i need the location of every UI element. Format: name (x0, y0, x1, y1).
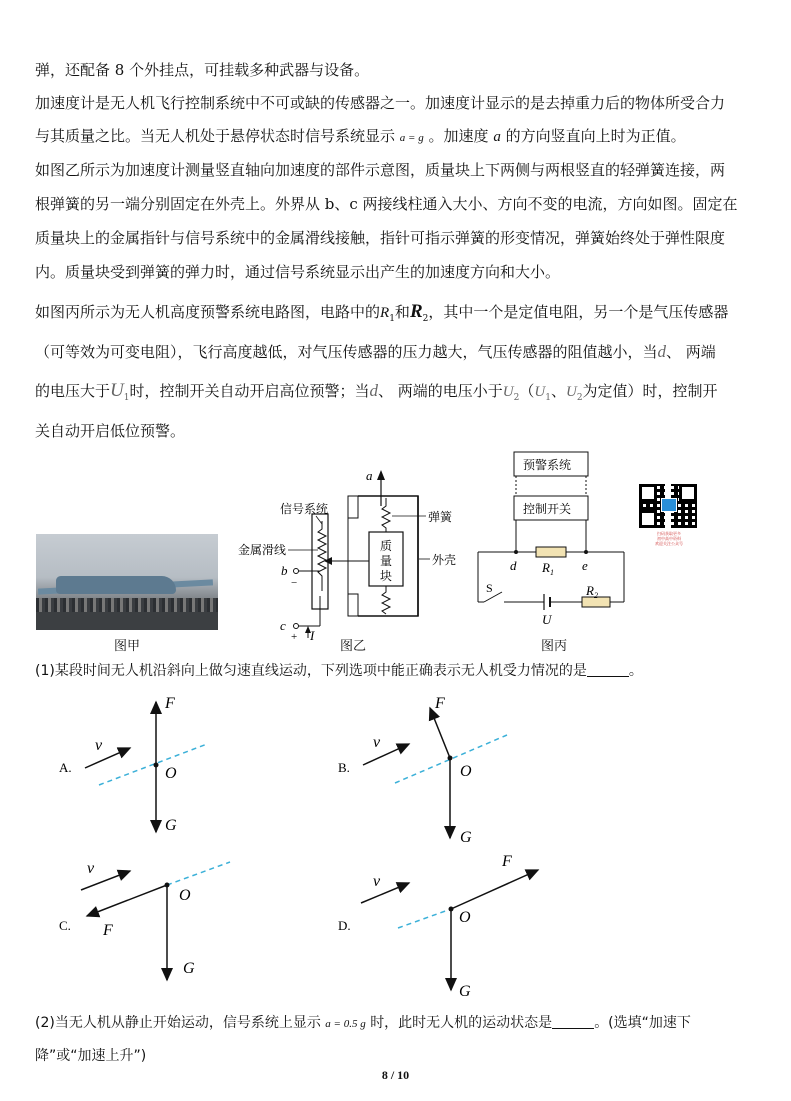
option-a-F: F (165, 695, 175, 712)
paragraph-fig-yi-4: 内。质量块受到弹簧的弹力时，通过信号系统显示出产生的加速度方向和大小。 (35, 263, 561, 281)
symbol-r2: R (409, 301, 423, 322)
qr-code[interactable] (636, 481, 702, 553)
option-d-F: F (502, 853, 512, 870)
option-a-G: G (165, 817, 177, 834)
qr-logo (661, 498, 677, 512)
option-b-O: O (460, 763, 472, 780)
label-c: c (280, 618, 286, 633)
label-b-minus: − (291, 577, 298, 589)
caption-bing: 图丙 (541, 639, 568, 654)
label-current-I: I (310, 628, 315, 643)
option-c-F: F (103, 922, 113, 939)
qr-caption-line: 欢迎关注公众号 (655, 541, 683, 546)
option-d-label: D. (338, 918, 351, 933)
option-d[interactable] (338, 853, 538, 1000)
circuit-diagram (470, 446, 640, 636)
subscript: 1 (123, 393, 130, 403)
label-a: a (366, 468, 373, 483)
label-b: b (281, 563, 288, 578)
paragraph-fig-bing-4: 关自动开启低位预警。 (35, 422, 186, 440)
control-switch-label: 控制开关 (523, 502, 572, 516)
caption-jia: 图甲 (114, 639, 141, 654)
option-a-O: O (165, 765, 177, 782)
text-segment: 。加速度 (428, 127, 489, 145)
symbol-u2: U (502, 384, 514, 400)
label-R2-letter: R (586, 583, 594, 598)
option-a[interactable] (59, 695, 207, 834)
option-c[interactable] (59, 860, 230, 980)
paragraph-accelerometer-2 (35, 126, 760, 148)
question-1-text: (1)某段时间无人机沿斜向上做匀速直线运动，下列选项中能正确表示无人机受力情况的是 (35, 663, 587, 679)
text-segment: 如图丙所示为无人机高度预警系统电路图，电路中的 (35, 303, 381, 321)
label-U: U (542, 612, 552, 627)
subscript: 2 (576, 393, 583, 403)
qr-finder (639, 510, 657, 528)
question-2-line2: 降”或“加速上升”) (35, 1048, 147, 1064)
text-segment: 、 两端 (666, 343, 716, 361)
question-2-text: 。(选填“加速下 (594, 1015, 691, 1031)
option-c-O: O (179, 887, 191, 904)
symbol-d: d (369, 381, 378, 400)
paragraph-continuation: 弹，还配备 8 个外挂点，可挂载多种武器与设备。 (35, 61, 370, 79)
symbol-u1: U (110, 380, 124, 401)
formula-a-eq-g: a = g (399, 132, 424, 144)
label-spring: 弹簧 (428, 510, 453, 524)
warning-system-label: 预警系统 (523, 458, 572, 472)
paragraph-fig-yi-1: 如图乙所示为加速度计测量竖直轴向加速度的部件示意图，质量块上下两侧与两根竖直的轻弹簧连接，两 (35, 161, 726, 179)
question-2-text: (2)当无人机从静止开始运动，信号系统上显示 (35, 1015, 321, 1031)
option-b-v: v (373, 734, 381, 751)
option-b-F: F (435, 695, 445, 712)
text-segment: 、 (550, 382, 566, 400)
option-c-v: v (87, 860, 95, 877)
paragraph-fig-bing-3 (35, 381, 760, 408)
formula-a-eq-0-5g: a = 0.5 g (325, 1018, 366, 1030)
option-a-v: v (95, 737, 103, 754)
symbol-r1: R (380, 305, 390, 321)
caption-yi: 图乙 (340, 639, 367, 654)
drone-photo (36, 534, 218, 630)
symbol-u1: U (534, 384, 546, 400)
option-b-G: G (460, 829, 472, 846)
qr-caption-line: 扫码获取更多 (657, 531, 681, 536)
option-c-label: C. (59, 918, 71, 933)
qr-caption (636, 531, 702, 546)
label-d: d (510, 558, 517, 573)
option-d-v: v (373, 873, 381, 890)
label-R1-sub: 1 (549, 568, 554, 577)
text-segment: 和 (394, 303, 410, 321)
text-segment: （ (519, 382, 535, 400)
label-R2-sub: 2 (593, 591, 598, 600)
text-segment: 时，控制开关自动开启高位预警；当 (129, 382, 370, 400)
option-d-G: G (459, 983, 471, 1000)
photo-crowd (36, 598, 218, 612)
mass-char: 质 (380, 539, 393, 553)
question-1 (35, 661, 760, 681)
label-R1-letter: R (542, 560, 550, 575)
page-number: 8 / 10 (381, 1068, 410, 1082)
option-d-O: O (459, 909, 471, 926)
option-a-label: A. (59, 760, 72, 775)
qr-finder (639, 484, 657, 502)
label-shell: 外壳 (432, 553, 457, 567)
label-c-plus: + (291, 631, 298, 643)
mass-char: 块 (380, 569, 393, 583)
option-b-label: B. (338, 760, 350, 775)
paragraph-fig-bing-1 (35, 302, 760, 329)
paragraph-fig-bing-2 (35, 342, 760, 362)
text-segment: ，其中一个是定值电阻，另一个是气压传感器 (428, 303, 729, 321)
subscript: 2 (422, 314, 429, 324)
label-S: S (486, 581, 493, 595)
label-signal-system: 信号系统 (280, 502, 329, 516)
text-segment: （可等效为可变电阻），飞行高度越低，对气压传感器的压力越大，气压传感器的阻值越小，当 (35, 343, 658, 361)
qr-caption-line: 初中高中资料 (657, 536, 681, 541)
text-segment: 。 (628, 663, 643, 679)
option-c-G: G (183, 960, 195, 977)
photo-drone-body (56, 576, 176, 594)
subscript: 1 (545, 393, 551, 403)
option-b[interactable] (338, 695, 507, 846)
label-R2 (585, 583, 598, 600)
text-segment: 、 两端的电压小于 (378, 382, 503, 400)
text-segment: 与其质量之比。当无人机处于悬停状态时信号系统显示 (35, 127, 396, 145)
symbol-u2: U (565, 384, 577, 400)
accelerometer-diagram (236, 466, 466, 646)
text-segment: 为定值）时，控制开 (582, 382, 718, 400)
symbol-d: d (657, 342, 667, 361)
label-R1 (541, 560, 554, 577)
label-e: e (582, 558, 588, 573)
text-segment: 的电压大于 (35, 382, 111, 400)
question-2 (35, 1013, 760, 1034)
symbol-a: a (493, 129, 501, 145)
text-segment: 的方向竖直向上时为正值。 (505, 127, 686, 145)
paragraph-fig-yi-3: 质量块上的金属指针与信号系统中的金属滑线接触，指针可指示弹簧的形变情况，弹簧始终处于弹性限度 (35, 229, 726, 247)
answer-blank-1[interactable] (587, 662, 629, 677)
options-diagram (55, 690, 735, 1010)
paragraph-fig-yi-2: 根弹簧的另一端分别固定在外壳上。外界从 b、c 两接线柱通入大小、方向不变的电流，方向如图。固定在 (35, 195, 738, 213)
paragraph-accelerometer-1: 加速度计是无人机飞行控制系统中不可或缺的传感器之一。加速度计显示的是去掉重力后的物体所受合力 (35, 94, 726, 112)
subscript: 1 (389, 314, 395, 324)
answer-blank-2[interactable] (552, 1014, 594, 1029)
question-2-text: 时，此时无人机的运动状态是 (370, 1015, 553, 1031)
mass-char: 量 (380, 554, 393, 568)
label-metal-wire: 金属滑线 (238, 543, 287, 557)
qr-finder (679, 484, 697, 502)
subscript: 2 (513, 393, 520, 403)
